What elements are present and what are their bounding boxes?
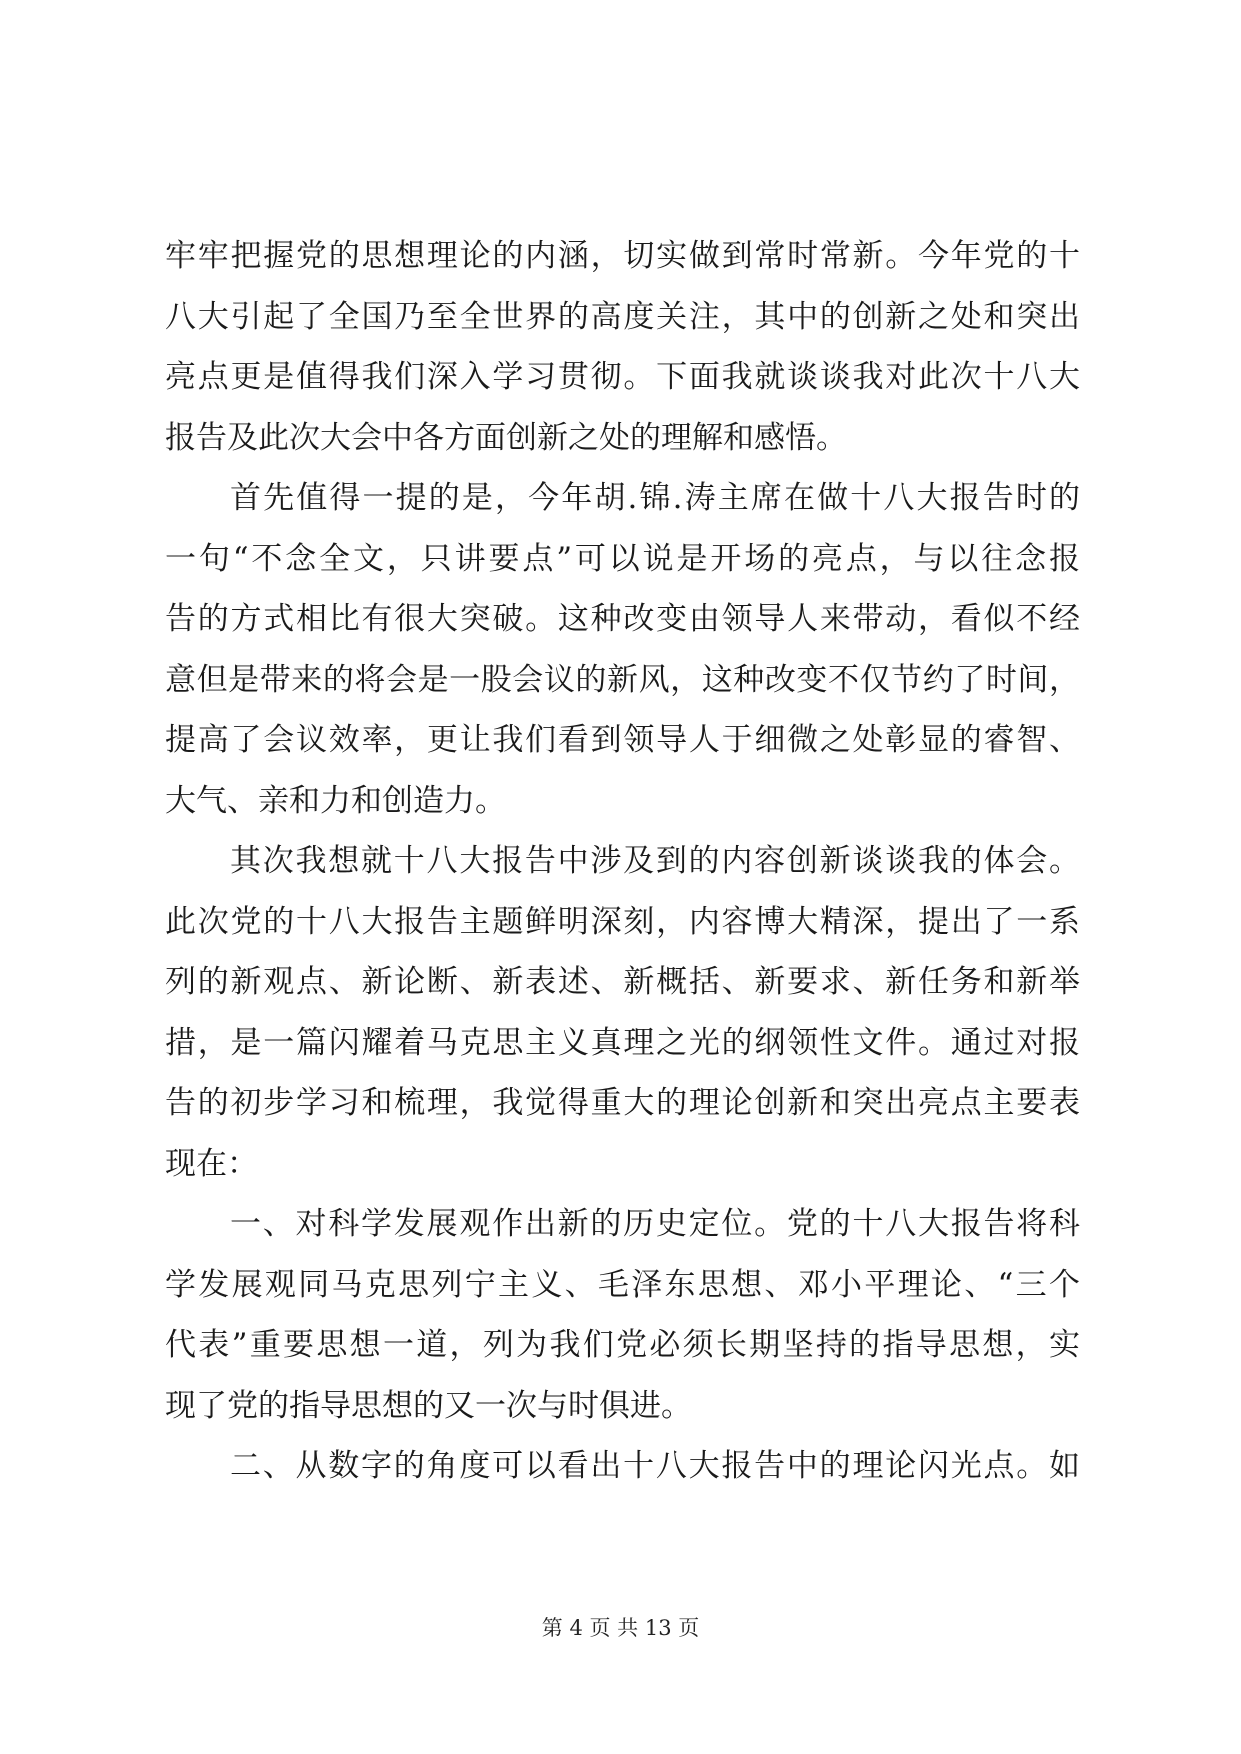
text-line: 列的新观点、新论断、新表述、新概括、新要求、新任务和新举 — [165, 964, 1080, 1000]
text-line: 报告及此次大会中各方面创新之处的理解和感悟。 — [165, 419, 847, 456]
text-line: 其次我想就十八大报告中涉及到的内容创新谈谈我的体会。 — [230, 843, 1080, 879]
text-line: 亮点更是值得我们深入学习贯彻。下面我就谈谈我对此次十八大 — [165, 359, 1080, 395]
text-line: 告的方式相比有很大突破。这种改变由领导人来带动，看似不经 — [165, 601, 1080, 637]
text-line: 意但是带来的将会是一股会议的新风，这种改变不仅节约了时间， — [165, 661, 1080, 698]
text-line: 牢牢把握党的思想理论的内涵，切实做到常时常新。今年党的十 — [165, 238, 1080, 274]
document-body — [165, 226, 1080, 1497]
text-line: 此次党的十八大报告主题鲜明深刻，内容博大精深，提出了一系 — [165, 903, 1080, 940]
text-line: 一句“不念全文，只讲要点”可以说是开场的亮点，与以往念报 — [165, 540, 1080, 577]
text-line: 八大引起了全国乃至全世界的高度关注，其中的创新之处和突出 — [165, 298, 1080, 335]
text-line: 现在： — [165, 1145, 258, 1182]
text-line: 提高了会议效率，更让我们看到领导人于细微之处彰显的睿智、 — [165, 722, 1080, 758]
text-line: 二、从数字的角度可以看出十八大报告中的理论闪光点。如 — [230, 1448, 1080, 1484]
text-line: 学发展观同马克思列宁主义、毛泽东思想、邓小平理论、“三个 — [165, 1266, 1080, 1303]
text-line: 代表”重要思想一道，列为我们党必须长期坚持的指导思想，实 — [165, 1327, 1080, 1363]
text-line: 措，是一篇闪耀着马克思主义真理之光的纲领性文件。通过对报 — [165, 1024, 1080, 1061]
page-number-footer: 第 4 页 共 13 页 — [541, 1616, 700, 1640]
text-line: 现了党的指导思想的又一次与时俱进。 — [165, 1387, 692, 1424]
text-line: 首先值得一提的是，今年胡.锦.涛主席在做十八大报告时的 — [230, 480, 1080, 516]
text-line: 大气、亲和力和创造力。 — [165, 782, 506, 819]
text-line: 一、对科学发展观作出新的历史定位。党的十八大报告将科 — [230, 1206, 1080, 1242]
text-line: 告的初步学习和梳理，我觉得重大的理论创新和突出亮点主要表 — [165, 1085, 1080, 1121]
